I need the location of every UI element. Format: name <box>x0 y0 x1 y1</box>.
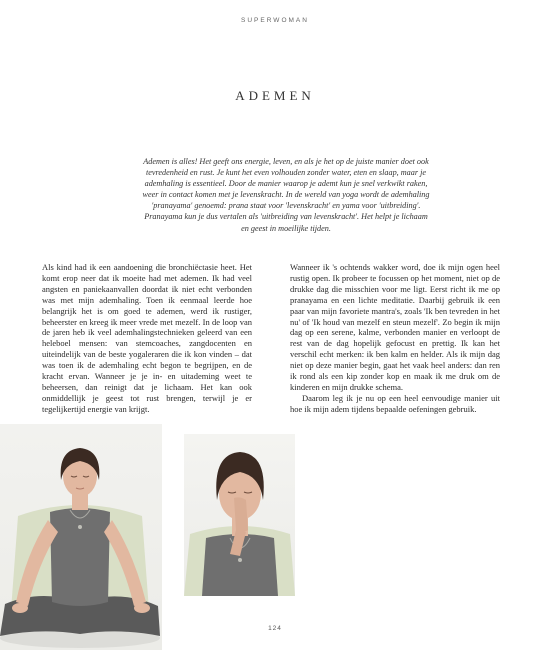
article-title: ADEMEN <box>235 88 315 103</box>
body-paragraph: Daarom leg ik je nu op een heel eenvoudige manier uit hoe ik mijn adem tijdens bepaalde oefeningen gebruik. <box>290 392 500 414</box>
photo-breathing-woman <box>184 434 295 596</box>
running-head: SUPERWOMAN <box>241 17 309 24</box>
body-paragraph: Als kind had ik een aandoening die bronchiëctasie heet. Het komt erop neer dat ik moeite had met ademen. Ik had veel angsten en paniekaanvallen doordat ik niet echt verbonden was met mijn ademhaling. Toen ik eenmaal leerde hoe belangrijk het is om goed te ademen, werd ik rustiger, beheerster en kreeg ik meer vrede met mezelf. In de loop van de jaren heb ik veel ademhalingstechnieken geleerd van een heleboel mensen: van stemcoaches, zangdocenten en uiteindelijk van de beste yogaleraren die ik kon vinden – dat was toen ik de ademhaling echt begon te begrijpen, en de kracht ervan. Wanneer je je in- en uitademing weet te beheersen, dan reinigt dat je lichaam. Het kan ook onmiddellijk je geest tot rust brengen, terwijl je er tegelijkertijd energie van krijgt. <box>42 262 252 414</box>
body-column-left <box>42 262 252 415</box>
meditation-illustration <box>0 424 162 650</box>
page-number: 124 <box>268 625 282 632</box>
body-column-right <box>290 262 500 415</box>
body-paragraph: Wanneer ik 's ochtends wakker word, doe ik mijn ogen heel rustig open. Ik probeer te focussen op het moment, niet op de drukke dag die misschien voor me ligt. Eerst richt ik me op pranayama en een lichte meditatie. Daarbij gebruik ik een paar van mijn favoriete mantra's, zoals 'Ik ben tevreden in het nu' of 'Ik houd van mezelf en steun mezelf'. Zo begin ik mijn dag op een serene, kalme, verbonden manier en verloopt de rest van de dag hopelijk gefocust en prettig. Ik kan het verschil echt merken: ik ben kalm en helder. Als ik mijn dag niet op deze manier begin, gaat het vaak heel anders: dan ren ik rond als een kip zonder kop en maak ik me druk om de kinderen en mijn drukke schema. <box>290 262 500 392</box>
article-intro: Ademen is alles! Het geeft ons energie, leven, en als je het op de juiste manier doet ook tevredenheid en rust. Je kunt het even volhouden zonder water, eten en slaap, maar je ademhaling is essentieel. Door de manier waarop je ademt kun je snel verkwikt raken, weer in contact komen met je levenskracht. In de wereld van yoga wordt de ademhaling 'pranayama' genoemd: prana staat voor 'levenskracht' en yama voor 'uitbreiding'. Pranayama kun je dus vertalen als 'uitbreiding van levenskracht'. Het helpt je lichaam en geest in moeilijke tijden. <box>142 157 430 233</box>
photo-meditating-woman <box>0 424 162 650</box>
breathing-illustration <box>184 434 295 596</box>
